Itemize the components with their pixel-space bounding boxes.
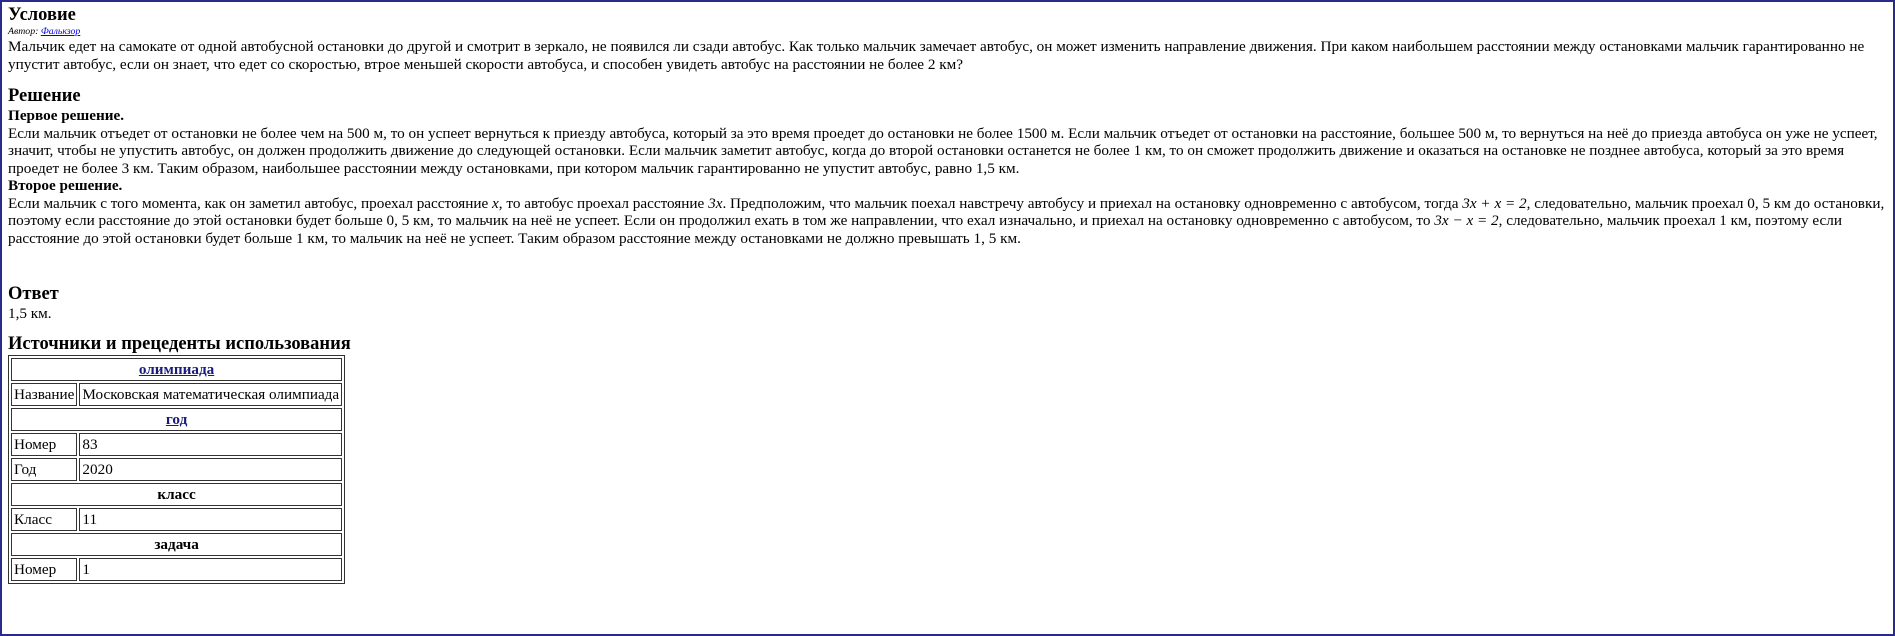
second-solution-part: Если мальчик с того момента, как он заметил автобус, проехал расстояние [8, 194, 493, 212]
solution-heading: Решение [8, 86, 81, 106]
author-label: Автор: [8, 26, 39, 37]
name-label: Название [11, 383, 77, 406]
second-solution-part: , то автобус проехал расстояние [498, 194, 709, 212]
second-solution-part: , следовательно, мальчик проехал 0, 5 км до остановки, поэтому если расстояние до этой остановки будет больше 0, 5 км, то мальчик на неё не успеет. Если он продолжил ехать в том же направлении, что ехал изначально, и приехал на остановку одновременно с автобусом, то [8, 194, 1885, 229]
answer-heading: Ответ [8, 284, 59, 304]
table-row [11, 483, 342, 506]
table-row [11, 358, 342, 381]
class-value: 11 [79, 508, 342, 531]
table-row [11, 433, 342, 456]
class-header: класс [11, 483, 342, 506]
olympiad-link[interactable]: олимпиада [138, 360, 215, 378]
table-row [11, 533, 342, 556]
year-header-cell [11, 408, 342, 431]
number-value: 83 [79, 433, 342, 456]
second-solution-title: Второе решение. [8, 177, 123, 194]
author-link[interactable]: Фалькзор [40, 26, 81, 37]
condition-heading: Условие [8, 5, 76, 25]
math-expression: 3x + x = 2 [1462, 194, 1527, 212]
sources-table [8, 355, 345, 584]
task-header: задача [11, 533, 342, 556]
year-link[interactable]: год [165, 410, 188, 428]
year-label: Год [11, 458, 77, 481]
math-expression: 3x [708, 194, 723, 212]
second-solution-part: , следовательно, мальчик проехал 1 км, поэтому если расстояние до этой остановки будет больше 1 км, то мальчик на неё не успеет. Таким образом расстояние между остановками не должно превышать 1, 5 км. [8, 212, 1842, 247]
first-solution-title: Первое решение. [8, 107, 125, 124]
second-solution-text [8, 195, 1887, 248]
task-number-label: Номер [11, 558, 77, 581]
table-row [11, 558, 342, 581]
table-row [11, 508, 342, 531]
name-value: Московская математическая олимпиада [79, 383, 342, 406]
first-solution-text: Если мальчик отъедет от остановки не более чем на 500 м, то он успеет вернуться к приезду автобуса, который за это время проедет до остановки не более 1500 м. Если мальчик отъедет от остановки на расстояние, большее 500 м, то вернуться на неё до приезда автобуса он уже не успеет, значит, чтобы не упустить автобус, он должен продолжить движение до следующей остановки. Если мальчик заметит автобус, когда до второй остановки останется не более 1 км, то он сможет продолжить движение и оказаться на остановке не позднее автобуса, который за это время проедет не более 3 км. Таким образом, наибольшее расстоянии между остановками, при котором мальчик гарантированно не упустит автобус, равно 1,5 км. [8, 124, 1878, 177]
year-value: 2020 [79, 458, 342, 481]
task-number-value: 1 [79, 558, 342, 581]
number-label: Номер [11, 433, 77, 456]
author-line [8, 26, 1887, 38]
math-expression: 3x − x = 2 [1434, 212, 1499, 229]
math-expression: x [492, 194, 499, 212]
table-row [11, 408, 342, 431]
class-label: Класс [11, 508, 77, 531]
answer-text: 1,5 км. [8, 305, 52, 322]
olympiad-header-cell [11, 358, 342, 381]
second-solution-part: . Предположим, что мальчик поехал навстречу автобусу и приехал на остановку одновременно с автобусом, тогда [722, 194, 1463, 212]
table-row [11, 458, 342, 481]
table-row [11, 383, 342, 406]
sources-heading: Источники и прецеденты использования [8, 333, 351, 354]
condition-text: Мальчик едет на самокате от одной автобусной остановки до другой и смотрит в зеркало, не появился ли сзади автобус. Как только мальчик замечает автобус, он может изменить направление движения. При каком наибольшем расстоянии между остановками мальчик гарантированно не упустит автобус, если он знает, что едет со скоростью, втрое меньшей скорости автобуса, и способен увидеть автобус на расстоянии не более 2 км? [8, 38, 1865, 73]
